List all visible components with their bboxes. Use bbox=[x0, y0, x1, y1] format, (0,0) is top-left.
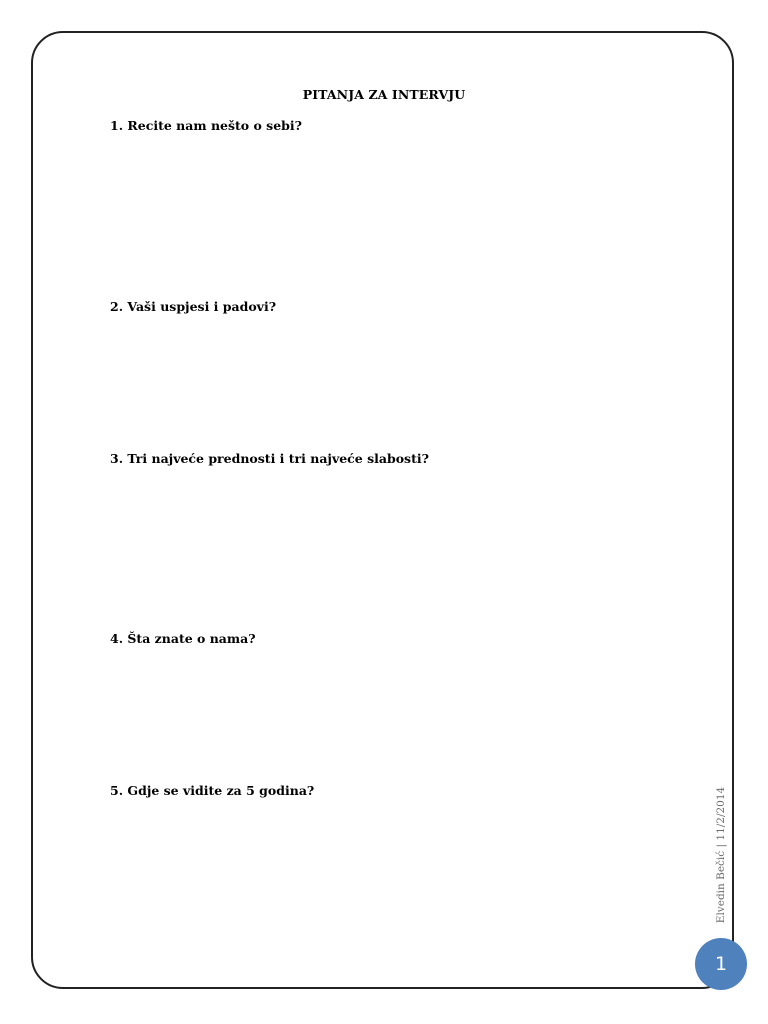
question-2: 2. Vaši uspjesi i padovi? bbox=[110, 299, 277, 314]
page-number-badge bbox=[695, 938, 747, 990]
footer-author-date: Elvedin Bečić | 11/2/2014 bbox=[715, 786, 727, 924]
page-number: 1 bbox=[714, 953, 728, 975]
page-title: PITANJA ZA INTERVJU bbox=[302, 87, 466, 102]
question-4: 4. Šta znate o nama? bbox=[110, 631, 256, 646]
question-3: 3. Tri najveće prednosti i tri najveće slabosti? bbox=[110, 451, 429, 466]
question-5: 5. Gdje se vidite za 5 godina? bbox=[110, 783, 315, 798]
question-1: 1. Recite nam nešto o sebi? bbox=[110, 118, 302, 133]
page-border bbox=[31, 31, 734, 989]
